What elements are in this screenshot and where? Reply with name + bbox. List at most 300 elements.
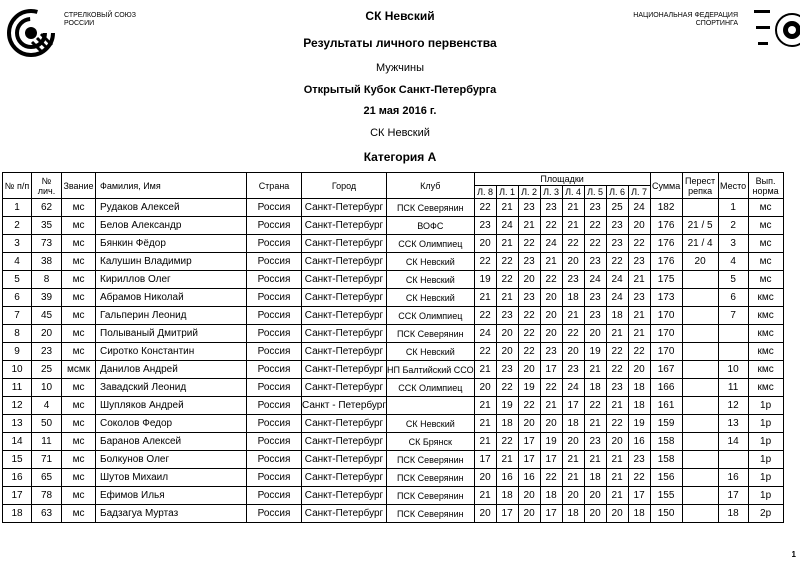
cell-range-score: 19: [518, 379, 540, 397]
cell-range-score: 22: [518, 235, 540, 253]
cell-range-score: 21: [496, 289, 518, 307]
cell-range-score: 21: [628, 325, 650, 343]
cell-shootoff: [682, 415, 718, 433]
header-shootoff: Перест репка: [682, 173, 718, 199]
cell-shootoff: [682, 379, 718, 397]
cell-range-score: 18: [540, 487, 562, 505]
cell-club: СК Невский: [386, 253, 474, 271]
cell-num: 12: [3, 397, 32, 415]
cell-city: Санкт-Петербург: [302, 325, 387, 343]
cell-shootoff: [682, 397, 718, 415]
cell-rank: мс: [62, 289, 96, 307]
cell-shootoff: [682, 451, 718, 469]
cell-range-score: 22: [540, 271, 562, 289]
cell-bib: 78: [32, 487, 62, 505]
cell-range-score: 21: [474, 433, 496, 451]
cell-city: Санкт-Петербург: [302, 199, 387, 217]
cell-num: 18: [3, 505, 32, 523]
cell-rank: мс: [62, 415, 96, 433]
gender-label: Мужчины: [375, 62, 424, 74]
org-left-line-2: РОССИИ: [64, 20, 95, 27]
cell-bib: 11: [32, 433, 62, 451]
cell-name: Гальперин Леонид: [96, 307, 247, 325]
table-row: [3, 397, 784, 415]
cell-city: Санкт-Петербург: [302, 307, 387, 325]
cell-norm: кмс: [748, 307, 783, 325]
cell-range-score: 19: [584, 343, 606, 361]
cell-norm: мс: [748, 235, 783, 253]
cell-place: 6: [718, 289, 748, 307]
cell-range-score: 20: [584, 487, 606, 505]
org-right-line-1: НАЦИОНАЛЬНАЯ ФЕДЕРАЦИЯ: [633, 12, 738, 19]
cell-range-score: 21: [496, 235, 518, 253]
cell-country: Россия: [247, 469, 302, 487]
cell-range-score: 20: [474, 505, 496, 523]
cell-range-score: 21: [606, 397, 628, 415]
cell-norm: 1р: [748, 415, 783, 433]
cell-sum: 158: [650, 433, 682, 451]
header-num: № п/п: [3, 173, 32, 199]
cell-range-score: 23: [540, 343, 562, 361]
cell-city: Санкт-Петербург: [302, 433, 387, 451]
cell-range-score: 18: [562, 505, 584, 523]
cell-range-score: 21: [628, 307, 650, 325]
cell-range-score: 23: [606, 217, 628, 235]
cell-club: ВОФС: [386, 217, 474, 235]
cell-range-score: 23: [628, 253, 650, 271]
cell-range-score: 22: [518, 343, 540, 361]
cell-range-score: 23: [562, 271, 584, 289]
cell-place: [718, 343, 748, 361]
cell-sum: 170: [650, 325, 682, 343]
cell-place: 3: [718, 235, 748, 253]
cell-bib: 65: [32, 469, 62, 487]
cell-shootoff: 21 / 5: [682, 217, 718, 235]
table-row: [3, 451, 784, 469]
cell-club: СК Невский: [386, 289, 474, 307]
cell-num: 1: [3, 199, 32, 217]
page-title: СК Невский: [365, 9, 435, 23]
cell-rank: мс: [62, 379, 96, 397]
header-range-7: Л. 6: [606, 186, 628, 199]
cell-sum: 167: [650, 361, 682, 379]
cell-sum: 176: [650, 235, 682, 253]
cell-range-score: 23: [518, 199, 540, 217]
cell-range-score: 20: [518, 415, 540, 433]
cell-name: Данилов Андрей: [96, 361, 247, 379]
cell-range-score: 18: [496, 415, 518, 433]
cell-range-score: 19: [540, 433, 562, 451]
cell-range-score: 20: [628, 217, 650, 235]
cell-city: Санкт-Петербург: [302, 451, 387, 469]
cell-range-score: 22: [540, 379, 562, 397]
table-row: [3, 289, 784, 307]
cell-bib: 50: [32, 415, 62, 433]
cell-range-score: 23: [518, 289, 540, 307]
cell-range-score: 17: [518, 451, 540, 469]
cell-country: Россия: [247, 325, 302, 343]
cell-club: ПСК Северянин: [386, 487, 474, 505]
cell-place: [718, 451, 748, 469]
cell-norm: мс: [748, 217, 783, 235]
event-venue: СК Невский: [370, 127, 430, 139]
header-club: Клуб: [386, 173, 474, 199]
cell-club: СК Брянск: [386, 433, 474, 451]
cell-norm: 1р: [748, 451, 783, 469]
cell-range-score: 22: [606, 361, 628, 379]
cell-range-score: 20: [474, 235, 496, 253]
cell-name: Рудаков Алексей: [96, 199, 247, 217]
cell-sum: 158: [650, 451, 682, 469]
cell-range-score: 21: [474, 361, 496, 379]
cell-country: Россия: [247, 433, 302, 451]
cell-range-score: 17: [474, 451, 496, 469]
table-row: [3, 361, 784, 379]
cell-place: 18: [718, 505, 748, 523]
cell-city: Санкт-Петербург: [302, 487, 387, 505]
header-range-8: Л. 7: [628, 186, 650, 199]
cell-place: 1: [718, 199, 748, 217]
header-sum: Сумма: [650, 173, 682, 199]
cell-city: Санкт-Петербург: [302, 379, 387, 397]
cell-num: 10: [3, 361, 32, 379]
cell-name: Калушин Владимир: [96, 253, 247, 271]
cell-num: 15: [3, 451, 32, 469]
cell-city: Санкт-Петербург: [302, 505, 387, 523]
cell-norm: кмс: [748, 343, 783, 361]
cell-range-score: 18: [496, 487, 518, 505]
cell-club: ССК Олимпиец: [386, 307, 474, 325]
cell-country: Россия: [247, 289, 302, 307]
cell-range-score: 22: [474, 253, 496, 271]
cell-range-score: 23: [496, 307, 518, 325]
cell-range-score: 16: [628, 433, 650, 451]
cell-name: Соколов Федор: [96, 415, 247, 433]
cell-name: Шутов Михаил: [96, 469, 247, 487]
cell-range-score: 22: [474, 343, 496, 361]
cell-range-score: 23: [584, 199, 606, 217]
cell-country: Россия: [247, 253, 302, 271]
cell-bib: 20: [32, 325, 62, 343]
cell-norm: 2р: [748, 505, 783, 523]
cell-city: Санкт-Петербург: [302, 343, 387, 361]
category-title: Категория А: [363, 150, 437, 164]
cell-range-score: 22: [496, 271, 518, 289]
header-bib: № лич.: [32, 173, 62, 199]
cell-rank: мс: [62, 487, 96, 505]
cell-num: 4: [3, 253, 32, 271]
cell-shootoff: [682, 307, 718, 325]
table-row: [3, 433, 784, 451]
cell-rank: мс: [62, 325, 96, 343]
cell-rank: мс: [62, 235, 96, 253]
cell-range-score: 22: [540, 469, 562, 487]
cell-range-score: 21: [474, 487, 496, 505]
table-row: [3, 343, 784, 361]
cell-range-score: 20: [584, 325, 606, 343]
cell-range-score: 24: [584, 271, 606, 289]
header-range-1: Л. 8: [474, 186, 496, 199]
cell-range-score: 21: [628, 271, 650, 289]
cell-range-score: 24: [562, 379, 584, 397]
cell-range-score: 18: [628, 397, 650, 415]
cell-range-score: 23: [496, 361, 518, 379]
cell-shootoff: [682, 343, 718, 361]
cell-range-score: 21: [474, 415, 496, 433]
cell-range-score: 23: [628, 289, 650, 307]
cell-name: Сиротко Константин: [96, 343, 247, 361]
cell-range-score: 20: [474, 379, 496, 397]
table-row: [3, 271, 784, 289]
cell-place: 7: [718, 307, 748, 325]
cell-club: ССК Олимпиец: [386, 379, 474, 397]
cell-country: Россия: [247, 361, 302, 379]
results-table: [2, 172, 784, 523]
cell-shootoff: [682, 469, 718, 487]
cell-bib: 39: [32, 289, 62, 307]
cell-range-score: 21: [474, 397, 496, 415]
cell-country: Россия: [247, 415, 302, 433]
cell-country: Россия: [247, 199, 302, 217]
cell-range-score: 18: [562, 415, 584, 433]
cell-city: Санкт-Петербург: [302, 235, 387, 253]
table-row: [3, 325, 784, 343]
cell-range-score: 21: [606, 487, 628, 505]
cell-bib: 35: [32, 217, 62, 235]
cell-club: НП Балтийский ССО: [386, 361, 474, 379]
cell-range-score: 21: [562, 451, 584, 469]
cell-sum: 173: [650, 289, 682, 307]
cell-range-score: 20: [606, 433, 628, 451]
cell-bib: 71: [32, 451, 62, 469]
cell-num: 16: [3, 469, 32, 487]
cell-country: Россия: [247, 307, 302, 325]
cell-bib: 38: [32, 253, 62, 271]
cell-range-score: 20: [584, 505, 606, 523]
cell-name: Завадский Леонид: [96, 379, 247, 397]
cell-range-score: 17: [496, 505, 518, 523]
cell-num: 14: [3, 433, 32, 451]
cell-range-score: 21: [606, 451, 628, 469]
cell-norm: мс: [748, 271, 783, 289]
cell-num: 2: [3, 217, 32, 235]
cell-place: 11: [718, 379, 748, 397]
cell-name: Бянкин Фёдор: [96, 235, 247, 253]
cell-range-score: 20: [540, 415, 562, 433]
cell-sum: 150: [650, 505, 682, 523]
cell-range-score: 22: [628, 343, 650, 361]
cell-range-score: 20: [562, 343, 584, 361]
cell-club: ПСК Северянин: [386, 505, 474, 523]
table-row: [3, 469, 784, 487]
cell-rank: мс: [62, 469, 96, 487]
header-range-2: Л. 1: [496, 186, 518, 199]
header-range-6: Л. 5: [584, 186, 606, 199]
cell-shootoff: [682, 325, 718, 343]
cell-city: Санкт-Петербург: [302, 415, 387, 433]
cell-country: Россия: [247, 379, 302, 397]
header-norm: Вып. норма: [748, 173, 783, 199]
header-name: Фамилия, Имя: [96, 173, 247, 199]
header-range-3: Л. 2: [518, 186, 540, 199]
cell-club: ССК Олимпиец: [386, 235, 474, 253]
cell-range-score: 24: [496, 217, 518, 235]
cell-range-score: 17: [540, 505, 562, 523]
cell-rank: мс: [62, 217, 96, 235]
cell-club: ПСК Северянин: [386, 325, 474, 343]
cell-country: Россия: [247, 271, 302, 289]
cell-range-score: 21: [584, 361, 606, 379]
cell-sum: 182: [650, 199, 682, 217]
cell-range-score: 20: [496, 325, 518, 343]
cell-place: 2: [718, 217, 748, 235]
cell-num: 6: [3, 289, 32, 307]
cell-place: [718, 325, 748, 343]
cell-norm: 1р: [748, 469, 783, 487]
cell-bib: 45: [32, 307, 62, 325]
header-rank: Звание: [62, 173, 96, 199]
cell-rank: мс: [62, 343, 96, 361]
cell-country: Россия: [247, 235, 302, 253]
cell-name: Белов Александр: [96, 217, 247, 235]
cell-range-score: 20: [496, 343, 518, 361]
cell-sum: 156: [650, 469, 682, 487]
cell-rank: мс: [62, 397, 96, 415]
cell-sum: 159: [650, 415, 682, 433]
cell-shootoff: [682, 433, 718, 451]
event-date: 21 мая 2016 г.: [363, 105, 437, 117]
table-row: [3, 307, 784, 325]
cell-num: 11: [3, 379, 32, 397]
cell-name: Болкунов Олег: [96, 451, 247, 469]
table-row: [3, 253, 784, 271]
cell-range-score: 22: [628, 235, 650, 253]
cell-range-score: 21: [474, 289, 496, 307]
event-name: Открытый Кубок Санкт-Петербурга: [303, 84, 497, 96]
org-right-line-2: СПОРТИНГА: [695, 20, 738, 27]
cell-range-score: 23: [606, 235, 628, 253]
cell-range-score: 19: [496, 397, 518, 415]
cell-range-score: 24: [628, 199, 650, 217]
cell-range-score: 20: [518, 271, 540, 289]
cell-range-score: 22: [562, 235, 584, 253]
cell-sum: 176: [650, 253, 682, 271]
cell-range-score: 19: [628, 415, 650, 433]
cell-range-score: 22: [496, 253, 518, 271]
cell-range-score: 18: [562, 289, 584, 307]
cell-range-score: 21: [562, 469, 584, 487]
cell-bib: 73: [32, 235, 62, 253]
cell-name: Кириллов Олег: [96, 271, 247, 289]
header-ranges: Площадки: [474, 173, 650, 186]
cell-num: 17: [3, 487, 32, 505]
cell-bib: 25: [32, 361, 62, 379]
cell-country: Россия: [247, 505, 302, 523]
cell-range-score: 18: [584, 379, 606, 397]
cell-rank: мс: [62, 271, 96, 289]
cell-range-score: 22: [606, 415, 628, 433]
cell-country: Россия: [247, 217, 302, 235]
table-row: [3, 217, 784, 235]
cell-name: Бадзагуа Муртаз: [96, 505, 247, 523]
cell-range-score: 21: [584, 451, 606, 469]
cell-city: Санкт-Петербург: [302, 271, 387, 289]
cell-shootoff: [682, 487, 718, 505]
cell-range-score: 17: [562, 397, 584, 415]
cell-norm: мс: [748, 199, 783, 217]
cell-range-score: 21: [584, 415, 606, 433]
cell-sum: 155: [650, 487, 682, 505]
table-row: [3, 505, 784, 523]
cell-rank: мс: [62, 451, 96, 469]
cell-range-score: 20: [518, 361, 540, 379]
cell-norm: 1р: [748, 397, 783, 415]
cell-shootoff: [682, 361, 718, 379]
cell-range-score: 21: [496, 199, 518, 217]
cell-sum: 170: [650, 343, 682, 361]
cell-num: 5: [3, 271, 32, 289]
cell-range-score: 20: [540, 289, 562, 307]
cell-num: 9: [3, 343, 32, 361]
cell-bib: 4: [32, 397, 62, 415]
cell-club: ПСК Северянин: [386, 199, 474, 217]
cell-club: СК Невский: [386, 343, 474, 361]
cell-range-score: 22: [518, 325, 540, 343]
cell-city: Санкт-Петербург: [302, 289, 387, 307]
cell-shootoff: [682, 289, 718, 307]
cell-num: 8: [3, 325, 32, 343]
cell-city: Санкт-Петербург: [302, 217, 387, 235]
cell-range-score: 21: [562, 217, 584, 235]
cell-sum: 166: [650, 379, 682, 397]
cell-range-score: 17: [540, 451, 562, 469]
cell-range-score: 21: [562, 307, 584, 325]
cell-bib: 10: [32, 379, 62, 397]
cell-range-score: 20: [518, 505, 540, 523]
results-subtitle: Результаты личного первенства: [303, 36, 497, 50]
cell-sum: 175: [650, 271, 682, 289]
cell-range-score: 22: [496, 433, 518, 451]
cell-range-score: 20: [628, 361, 650, 379]
cell-range-score: 23: [562, 361, 584, 379]
cell-place: 4: [718, 253, 748, 271]
cell-norm: кмс: [748, 325, 783, 343]
header-city: Город: [302, 173, 387, 199]
cell-range-score: 17: [540, 361, 562, 379]
cell-range-score: 23: [540, 199, 562, 217]
cell-name: Ефимов Илья: [96, 487, 247, 505]
cell-club: СК Невский: [386, 271, 474, 289]
cell-norm: кмс: [748, 361, 783, 379]
cell-sum: 170: [650, 307, 682, 325]
cell-rank: мс: [62, 199, 96, 217]
cell-club: ПСК Северянин: [386, 451, 474, 469]
cell-city: Санкт-Петербург: [302, 361, 387, 379]
cell-range-score: 20: [562, 253, 584, 271]
cell-range-score: 22: [606, 253, 628, 271]
cell-bib: 8: [32, 271, 62, 289]
cell-range-score: 23: [628, 451, 650, 469]
cell-place: 5: [718, 271, 748, 289]
cell-place: 14: [718, 433, 748, 451]
cell-range-score: 20: [518, 487, 540, 505]
cell-range-score: 23: [518, 253, 540, 271]
cell-range-score: 24: [474, 325, 496, 343]
cell-range-score: 16: [518, 469, 540, 487]
cell-range-score: 16: [496, 469, 518, 487]
table-row: [3, 487, 784, 505]
cell-range-score: 23: [584, 289, 606, 307]
